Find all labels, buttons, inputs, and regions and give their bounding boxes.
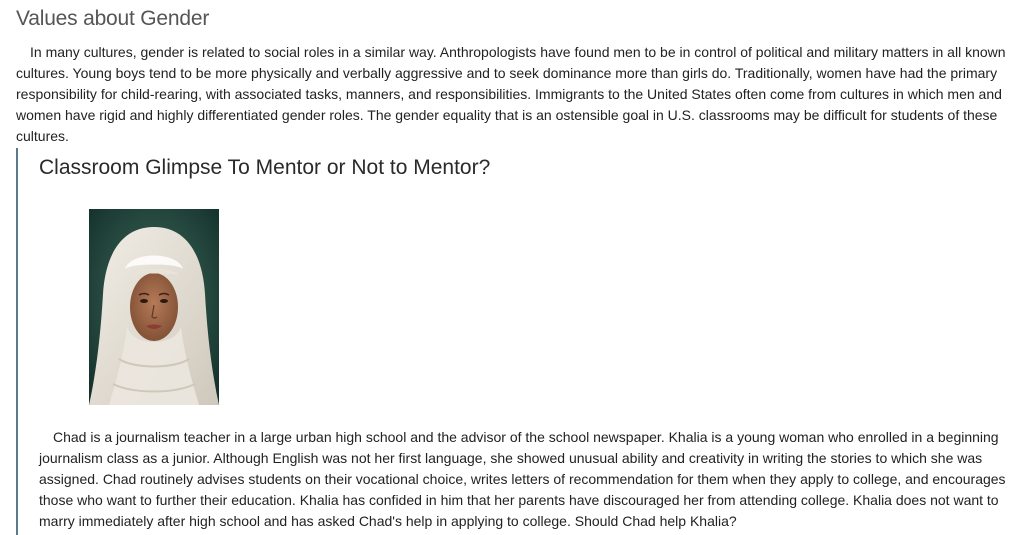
intro-paragraph: In many cultures, gender is related to social roles in a similar way. Anthropologists have found men to be in control of political and military matters in all known cultures. Young boys tend to be more physically and verbally aggressive and to seek dominance more than girls do. Traditionally, women have had the primary responsibility for child-rearing, with associated tasks, manners, and responsibilities. Immigrants to the United States often come from cultures in which men and women have rigid and highly differentiated gender roles. The gender equality that is an ostensible goal in U.S. classrooms may be difficult for students of these cultures. [16, 44, 1006, 144]
glimpse-title: Classroom Glimpse To Mentor or Not to Mentor? [39, 156, 491, 179]
student-photo [89, 209, 219, 405]
section-title: Values about Gender [16, 7, 210, 30]
classroom-glimpse-box [16, 148, 1018, 535]
glimpse-body: Chad is a journalism teacher in a large urban high school and the advisor of the school newspaper. Khalia is a young woman who enrolled in a beginning journalism class as a junior. Although English was not her first language, she showed unusual ability and creativity in writing the stories to which she was assigned. Chad routinely advises students on their vocational choice, writes letters of recommendation for them when they apply to college, and encourages those who want to further their education. Khalia has confided in him that her parents have discouraged her from attending college. Khalia does not want to marry immediately after high school and has asked Chad's help in applying to college. Should Chad help Khalia? [39, 429, 1006, 529]
